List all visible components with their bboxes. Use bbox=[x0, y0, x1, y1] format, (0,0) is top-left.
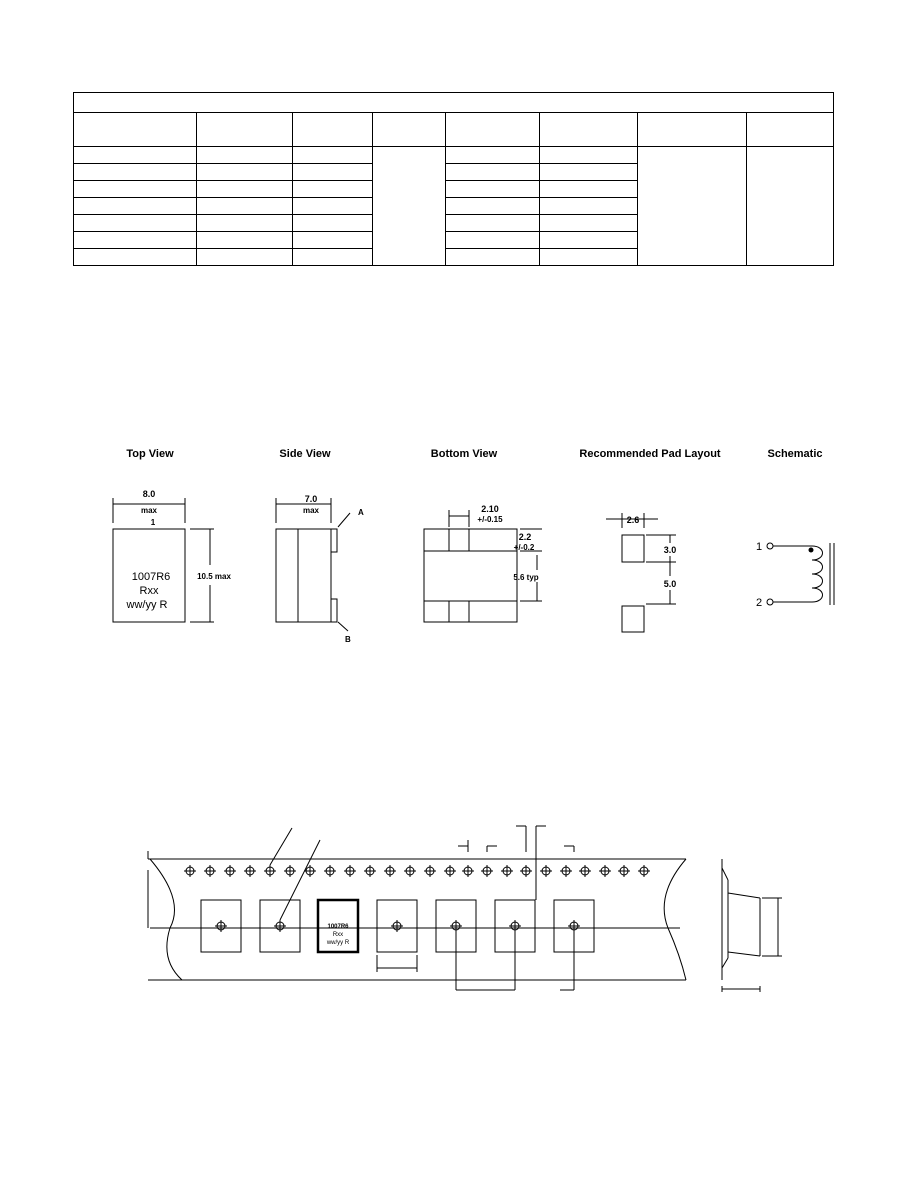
side-width-value: 7.0 bbox=[304, 494, 318, 504]
sprocket-holes bbox=[184, 865, 650, 877]
side-view-drawing bbox=[276, 498, 350, 631]
top-height-value: 10.5 max bbox=[197, 572, 231, 581]
pad-layout-title: Recommended Pad Layout bbox=[579, 448, 721, 460]
tape-side-view bbox=[722, 859, 782, 992]
bottom-pad-tol: +/-0.2 bbox=[513, 543, 535, 552]
schematic-pin2-label: 2 bbox=[755, 597, 763, 609]
side-label-b: B bbox=[345, 635, 351, 644]
marking-line3: ww/yy R bbox=[126, 599, 168, 611]
bottom-span-value: 5.6 typ bbox=[513, 573, 539, 582]
polarity-dot bbox=[809, 548, 814, 553]
top-width-value: 8.0 bbox=[142, 489, 156, 499]
pad-layout-drawing bbox=[606, 513, 676, 632]
tape-pockets bbox=[201, 900, 594, 952]
marking-line2: Rxx bbox=[139, 585, 159, 597]
schematic-drawing bbox=[767, 543, 834, 605]
bottom-gap-value: 2.10 bbox=[481, 504, 499, 514]
side-label-a: A bbox=[358, 508, 364, 517]
bottom-view-drawing bbox=[424, 510, 542, 622]
schematic-pin1-label: 1 bbox=[755, 541, 763, 553]
top-width-note: max bbox=[140, 506, 158, 515]
side-view-title: Side View bbox=[279, 448, 331, 460]
side-width-note: max bbox=[302, 506, 320, 515]
top-view-title: Top View bbox=[126, 448, 174, 460]
tape-marking-line3: ww/yy R bbox=[326, 940, 350, 946]
bottom-view-title: Bottom View bbox=[430, 448, 498, 460]
pad-gap-value: 5.0 bbox=[663, 579, 677, 589]
tape-marking-line1: 1007R6 bbox=[327, 924, 349, 930]
pad-width-value: 2.6 bbox=[626, 515, 640, 525]
pad-height-value: 3.0 bbox=[663, 545, 677, 555]
bottom-pad-value: 2.2 bbox=[518, 532, 532, 542]
pin1-mark: 1 bbox=[150, 518, 156, 527]
tape-marking-line2: Rxx bbox=[332, 932, 344, 938]
schematic-title: Schematic bbox=[767, 448, 823, 460]
tape-leaders bbox=[270, 826, 574, 990]
marking-line1: 1007R6 bbox=[131, 571, 171, 583]
bottom-gap-tol: +/-0.15 bbox=[477, 515, 503, 524]
